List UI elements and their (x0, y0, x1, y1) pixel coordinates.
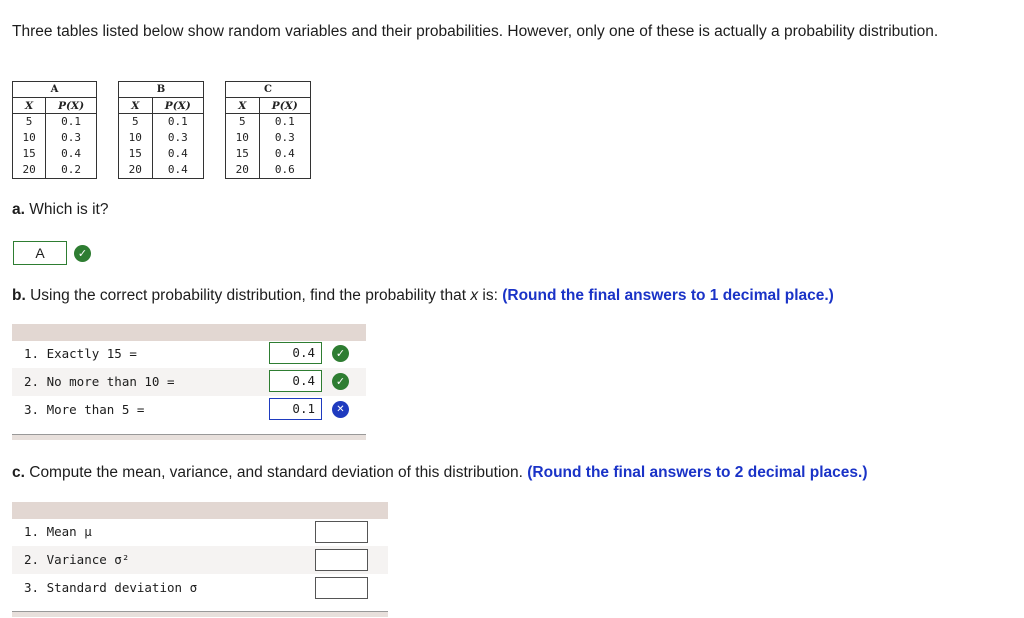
table-a-caption: A (13, 82, 96, 98)
check-icon: ✓ (332, 373, 349, 390)
table-cell: 10 (226, 130, 260, 146)
problem-intro: Three tables listed below show random variables and their probabilities. However, only one of these is actually a probability distribution. (12, 23, 939, 40)
std-deviation-input[interactable] (315, 577, 368, 599)
table-cell: 20 (13, 162, 46, 178)
answer-row-label: 1. Exactly 15 = (24, 346, 137, 361)
table-b-p-header: P(X) (164, 100, 191, 112)
table-cell: 0.3 (274, 131, 295, 144)
panel-header-bar (12, 502, 388, 519)
exactly-15-input[interactable]: 0.4 (269, 342, 322, 364)
panel-footer-bar (12, 434, 366, 440)
question-b-var: x (470, 287, 479, 304)
question-b-text-post: is: (478, 287, 503, 304)
table-c-p-header: P(X) (271, 100, 298, 112)
question-a-label: a. (12, 201, 25, 218)
answer-row-label: 2. Variance σ² (24, 552, 130, 567)
table-cell: 5 (226, 114, 260, 130)
question-b-label: b. (12, 287, 26, 304)
table-b (118, 81, 204, 179)
variance-input[interactable] (315, 549, 368, 571)
table-cell: 20 (226, 162, 260, 178)
table-cell: 10 (119, 130, 153, 146)
table-cell: 0.3 (61, 131, 82, 144)
check-icon: ✓ (332, 345, 349, 362)
table-cell: 0.6 (274, 163, 295, 176)
question-a (12, 201, 109, 219)
table-cell: 15 (119, 146, 153, 162)
table-cell: 0.1 (167, 115, 188, 128)
answer-row-label: 3. Standard deviation σ (24, 580, 198, 595)
table-cell: 0.2 (61, 163, 82, 176)
panel-header-bar (12, 324, 366, 341)
question-a-text: Which is it? (24, 201, 109, 218)
table-cell: 15 (13, 146, 46, 162)
table-a-p-header: P(X) (58, 100, 85, 112)
panel-footer-bar (12, 611, 388, 617)
table-cell: 10 (13, 130, 46, 146)
table-cell: 5 (13, 114, 46, 130)
table-cell: 0.1 (274, 115, 295, 128)
table-c-x-header: X (226, 98, 260, 113)
table-cell: 0.4 (167, 163, 188, 176)
answer-a-dropdown[interactable]: A (13, 241, 67, 265)
answer-row-label: 2. No more than 10 = (24, 374, 175, 389)
table-b-x-header: X (119, 98, 153, 113)
answer-row-label: 3. More than 5 = (24, 402, 145, 417)
answer-row-label: 1. Mean μ (24, 524, 92, 539)
question-c-text: Compute the mean, variance, and standard deviation of this distribution. (24, 464, 528, 481)
check-icon: ✓ (74, 245, 91, 262)
table-a (12, 81, 97, 179)
table-c-caption: C (226, 82, 310, 98)
table-cell: 20 (119, 162, 153, 178)
more-than-5-input[interactable]: 0.1 (269, 398, 322, 420)
round-note-b: (Round the final answers to 1 decimal place.) (502, 287, 834, 304)
table-cell: 0.3 (167, 131, 188, 144)
table-cell: 0.1 (61, 115, 82, 128)
table-cell: 5 (119, 114, 153, 130)
table-b-caption: B (119, 82, 203, 98)
no-more-than-10-input[interactable]: 0.4 (269, 370, 322, 392)
table-cell: 0.4 (61, 147, 82, 160)
round-note-c: (Round the final answers to 2 decimal places.) (527, 464, 868, 481)
mean-input[interactable] (315, 521, 368, 543)
table-cell: 15 (226, 146, 260, 162)
question-b-text-pre: Using the correct probability distribution, find the probability that (25, 287, 471, 304)
table-cell: 0.4 (274, 147, 295, 160)
question-b (12, 287, 834, 305)
table-c (225, 81, 311, 179)
table-cell: 0.4 (167, 147, 188, 160)
x-mark-icon: ✕ (332, 401, 349, 418)
question-c (12, 464, 868, 482)
table-a-x-header: X (13, 98, 46, 113)
question-c-label: c. (12, 464, 25, 481)
